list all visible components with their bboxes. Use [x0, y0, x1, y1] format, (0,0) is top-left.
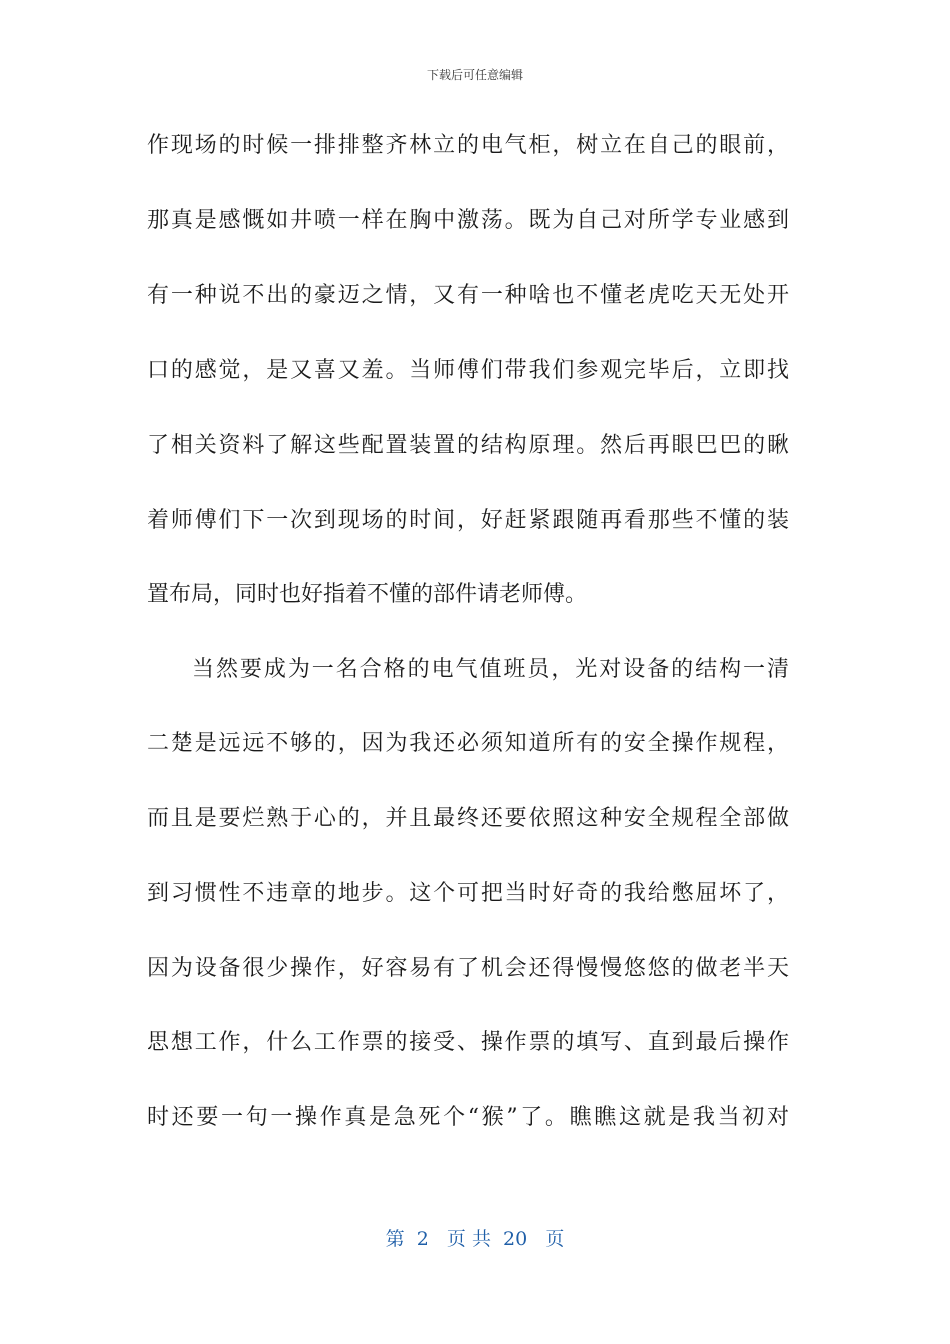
text-line: 而且是要烂熟于心的，并且最终还要依照这种安全规程全部做 — [147, 806, 789, 831]
text-line: 当然要成为一名合格的电气值班员，光对设备的结构一清 — [192, 657, 789, 682]
page-number-footer: 第 2 页 共 20 页 — [385, 1228, 565, 1250]
text-line: 到习惯性不违章的地步。这个可把当时好奇的我给憋屈坏了， — [147, 881, 789, 906]
text-line: 思想工作，什么工作票的接受、操作票的填写、直到最后操作 — [147, 1030, 789, 1055]
text-line: 时还要一句一操作真是急死个“猴”了。瞧瞧这就是我当初对 — [147, 1105, 789, 1130]
text-line: 那真是感慨如井喷一样在胸中激荡。既为自己对所学专业感到 — [147, 208, 789, 233]
text-line: 着师傅们下一次到现场的时间，好赶紧跟随再看那些不懂的装 — [147, 508, 789, 533]
text-line: 二楚是远远不够的，因为我还必须知道所有的安全操作规程， — [147, 731, 789, 756]
page-header: 下载后可任意编辑 — [426, 68, 523, 82]
text-line: 因为设备很少操作，好容易有了机会还得慢慢悠悠的做老半天 — [147, 956, 789, 981]
text-line: 有一种说不出的豪迈之情，又有一种啥也不懂老虎吃天无处开 — [147, 283, 789, 308]
text-line: 作现场的时候一排排整齐林立的电气柜，树立在自己的眼前， — [147, 133, 789, 158]
text-line: 口的感觉，是又喜又羞。当师傅们带我们参观完毕后，立即找 — [147, 358, 789, 383]
text-line: 了相关资料了解这些配置装置的结构原理。然后再眼巴巴的瞅 — [147, 433, 789, 458]
text-line: 置布局，同时也好指着不懂的部件请老师傅。 — [147, 582, 588, 607]
